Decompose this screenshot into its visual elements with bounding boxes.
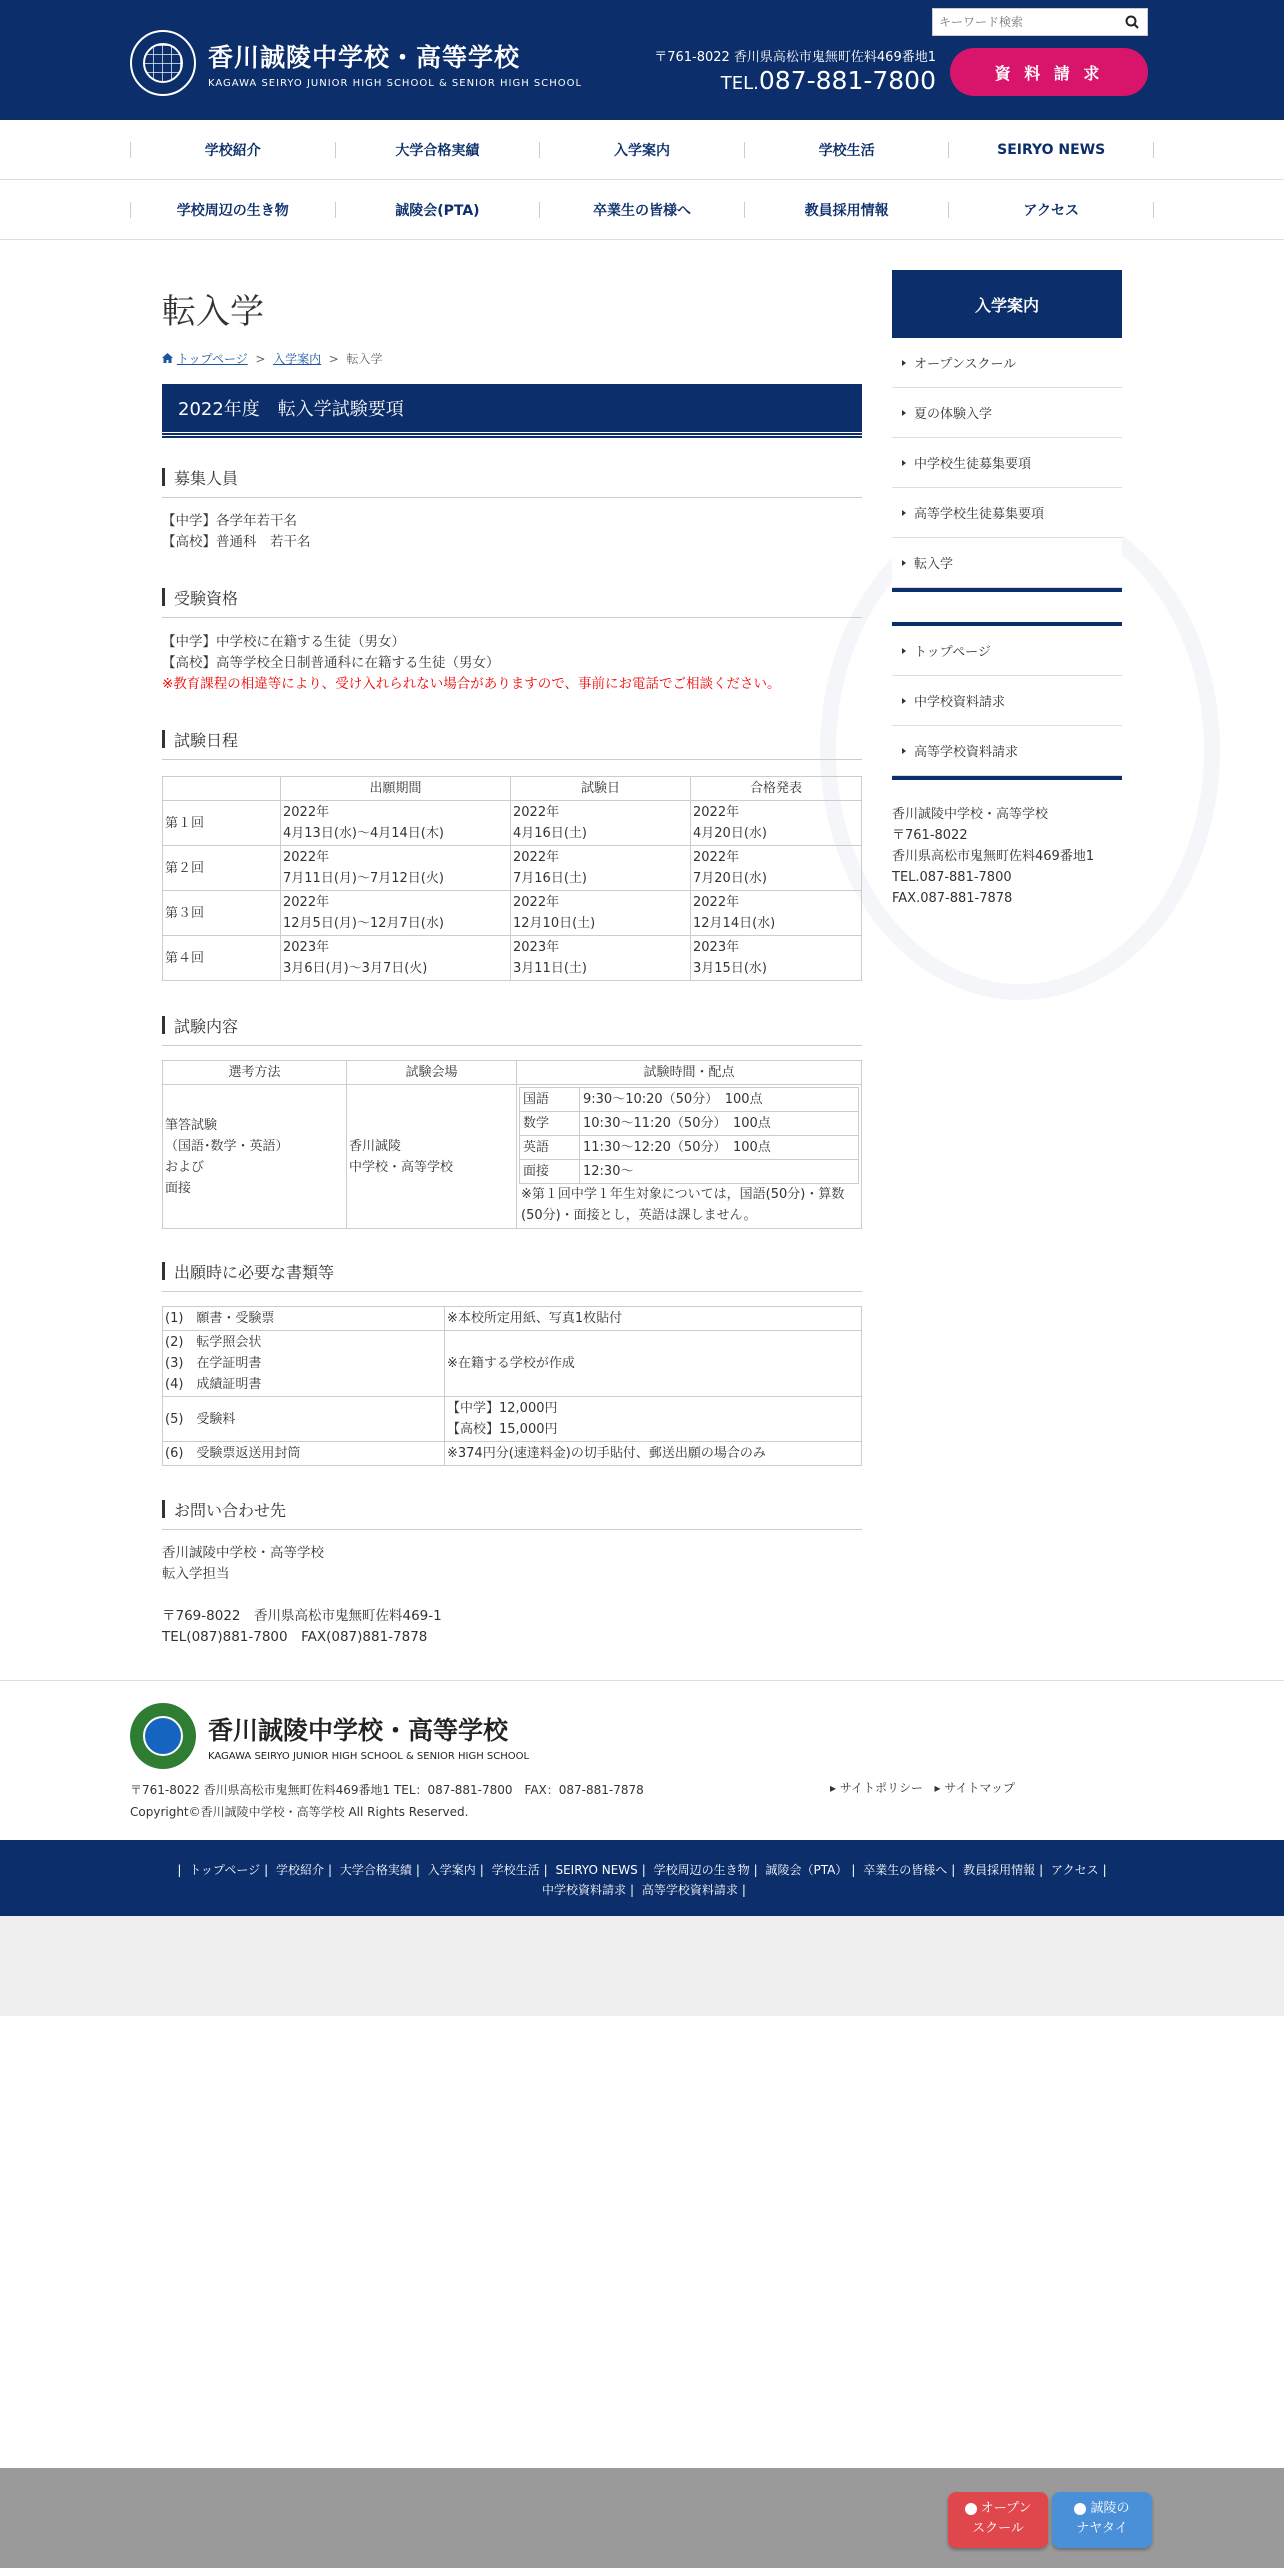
heading-boshu: 募集人員 (162, 466, 862, 498)
doc-item: (5) 受験料 (163, 1397, 445, 1442)
venue-line: 中学校・高等学校 (349, 1159, 454, 1175)
result-cell (691, 801, 862, 846)
table-row (163, 1331, 862, 1397)
table-row (163, 1085, 862, 1229)
site-policy-link[interactable]: サイトポリシー (839, 1781, 924, 1795)
doc-item: (6) 受験票返送用封筒 (163, 1442, 445, 1466)
sidebar-item-open-school[interactable]: オープンスクール (892, 338, 1122, 388)
search-box (932, 8, 1148, 36)
footer-nav-link[interactable]: 学校紹介 (275, 1863, 324, 1877)
date: 12月10日(土) (513, 916, 596, 931)
address-line: 香川県高松市鬼無町佐料469番地1 (892, 849, 1095, 864)
breadcrumb-sep: > (328, 352, 339, 366)
table-header: 試験時間・配点 (517, 1061, 862, 1085)
heading-shorui: 出願時に必要な書類等 (162, 1260, 862, 1292)
year: 2023年 (693, 940, 740, 955)
circle-arrow-icon (1074, 2503, 1086, 2515)
doc-note: ※本校所定用紙、写真1枚貼付 (445, 1307, 862, 1331)
result-cell (691, 846, 862, 891)
shikaku-line: 【中学】中学校に在籍する生徒（男女） (162, 634, 405, 650)
table-header: 出願期間 (281, 777, 511, 801)
method-line: および (165, 1159, 205, 1175)
method-line: （国語･数学・英語） (165, 1138, 289, 1154)
round-label: 第４回 (163, 936, 281, 981)
doc-note: ※374円分(速達料金)の切手貼付、郵送出願の場合のみ (445, 1442, 862, 1466)
header-address: 〒761-8022 香川県高松市鬼無町佐料469番地1 (654, 50, 936, 65)
subject-table (519, 1087, 859, 1184)
subject-row (520, 1088, 859, 1112)
round-label: 第１回 (163, 801, 281, 846)
nav-local-wildlife[interactable]: 学校周辺の生き物 (130, 202, 335, 218)
date: 4月16日(土) (513, 826, 587, 841)
btn-line: 誠陵の (1090, 2501, 1130, 2516)
nayotai-float-button[interactable] (1052, 2492, 1152, 2548)
round-label: 第３回 (163, 891, 281, 936)
sidebar (892, 270, 1122, 909)
breadcrumb-current: 転入学 (346, 352, 383, 366)
nav-school-life[interactable]: 学校生活 (744, 142, 949, 158)
table-row (163, 801, 862, 846)
doc-note: ※在籍する学校が作成 (445, 1331, 862, 1397)
nav-seiryo-news[interactable]: SEIRYO NEWS (948, 142, 1154, 158)
method-cell (163, 1085, 347, 1229)
schedule-table (162, 776, 862, 981)
heading-toiawase: お問い合わせ先 (162, 1498, 862, 1530)
exam-content-table (162, 1060, 862, 1229)
shikaku-line: 【高校】高等学校全日制普通科に在籍する生徒（男女） (162, 655, 500, 671)
footer-nav-link[interactable]: 卒業生の皆様へ (863, 1863, 948, 1877)
search-button[interactable] (1117, 9, 1147, 35)
table-header (163, 777, 281, 801)
footer-nav-link[interactable]: 入学案内 (427, 1863, 476, 1877)
venue-cell (347, 1085, 517, 1229)
btn-line: スクール (972, 2521, 1024, 2536)
main-nav-row-1 (0, 120, 1284, 180)
subject: 数学 (520, 1112, 580, 1136)
nav-admissions[interactable]: 入学案内 (539, 142, 744, 158)
table-header: 試験会場 (347, 1061, 517, 1085)
doc-line: (4) 成績証明書 (165, 1377, 262, 1392)
year: 2023年 (513, 940, 560, 955)
breadcrumb (162, 350, 382, 367)
search-icon (1125, 15, 1139, 29)
shikaku-note: ※教育課程の相違等により、受け入れられない場合がありますので、事前にお電話でご相談ください。 (162, 676, 781, 692)
nav-alumni[interactable]: 卒業生の皆様へ (539, 202, 744, 218)
sidebar-item-summer-trial[interactable]: 夏の体験入学 (892, 388, 1122, 438)
doc-line: (3) 在学証明書 (165, 1356, 262, 1371)
subject: 国語 (520, 1088, 580, 1112)
result-cell (691, 891, 862, 936)
footer-nav-row: | トップページ | 学校紹介 | 大学合格実績 | 入学案内 | 学校生活 | SEIRYO NEWS | 学校周辺の生き物 | 誠陵会（PTA） | 卒業生の皆様へ | 教員採用情報 | アクセス | (177, 1863, 1107, 1877)
sidebar-heading: 入学案内 (892, 270, 1122, 338)
boshu-line: 【中学】各学年若干名 (162, 513, 297, 529)
subject: 英語 (520, 1136, 580, 1160)
round-label: 第２回 (163, 846, 281, 891)
date: 12月5日(月)～12月7日(水) (283, 916, 444, 931)
year: 2022年 (513, 895, 560, 910)
address-line: TEL.087-881-7800 (892, 870, 1012, 885)
doc-note (445, 1397, 862, 1442)
circle-arrow-icon (965, 2503, 977, 2515)
table-row (163, 936, 862, 981)
subject-row (520, 1136, 859, 1160)
address-line: 〒761-8022 (892, 828, 968, 843)
sidebar-item-jh-recruitment[interactable]: 中学校生徒募集要項 (892, 438, 1122, 488)
caret-right-icon: ▸ (830, 1781, 837, 1795)
year: 2022年 (693, 805, 740, 820)
school-emblem-icon (130, 1703, 196, 1769)
exam-cell (511, 801, 691, 846)
address-line: FAX.087-881-7878 (892, 891, 1013, 906)
exam-cell (511, 846, 691, 891)
period-cell (281, 801, 511, 846)
subject-time: 11:30～12:20（50分） 100点 (580, 1136, 859, 1160)
year: 2022年 (283, 805, 330, 820)
exam-cell (511, 891, 691, 936)
sidebar-divider (892, 776, 1122, 780)
doc-line: (2) 転学照会状 (165, 1335, 262, 1350)
date: 7月11日(月)～7月12日(火) (283, 871, 444, 886)
nav-school-intro[interactable]: 学校紹介 (130, 142, 335, 158)
sitemap-link[interactable]: サイトマップ (944, 1781, 1016, 1795)
btn-line: ナヤタイ (1076, 2521, 1128, 2536)
subject-row (520, 1160, 859, 1184)
contact-text (162, 1543, 442, 1648)
period-cell (281, 936, 511, 981)
breadcrumb-home[interactable]: トップページ (176, 352, 248, 366)
footer-address: 〒761-8022 香川県高松市鬼無町佐料469番地1 TEL：087-881-7800 FAX：087-881-7878 (130, 1783, 644, 1797)
date: 4月20日(水) (693, 826, 767, 841)
table-row (163, 1397, 862, 1442)
site-header (0, 0, 1284, 120)
year: 2022年 (283, 895, 330, 910)
subject: 面接 (520, 1160, 580, 1184)
footer-nav-link[interactable]: 学校生活 (491, 1863, 540, 1877)
time-cell (517, 1085, 862, 1229)
sidebar-address (892, 804, 1122, 909)
main-nav-row-2 (0, 180, 1284, 240)
table-header-row (163, 777, 862, 801)
breadcrumb-sep: > (255, 352, 266, 366)
year: 2022年 (283, 850, 330, 865)
period-cell (281, 846, 511, 891)
date: 4月13日(水)～4月14日(木) (283, 826, 444, 841)
tel-number[interactable]: 087-881-7800 (758, 66, 936, 95)
fee-line: 【高校】15,000円 (447, 1422, 558, 1437)
subject-time: 10:30～11:20（50分） 100点 (580, 1112, 859, 1136)
subject-row (520, 1112, 859, 1136)
footer (0, 1680, 1284, 1840)
address-line: 香川誠陵中学校・高等学校 (892, 807, 1049, 822)
table-row (163, 891, 862, 936)
fee-line: 【中学】12,000円 (447, 1401, 558, 1416)
footer-nav (0, 1840, 1284, 1916)
contact-line: 転入学担当 (162, 1566, 230, 1582)
sidebar-item-hs-materials[interactable]: 高等学校資料請求 (892, 726, 1122, 776)
table-row (163, 846, 862, 891)
date: 3月6日(月)～3月7日(火) (283, 961, 428, 976)
sidebar-item-transfer[interactable]: 転入学 (892, 538, 1122, 588)
footer-links (830, 1779, 1015, 1796)
open-school-float-button[interactable] (948, 2492, 1048, 2548)
result-cell (691, 936, 862, 981)
method-line: 筆答試験 (165, 1117, 218, 1133)
footer-logo[interactable] (130, 1703, 529, 1769)
footer-nav-row: 中学校資料請求 | 高等学校資料請求 | (542, 1883, 746, 1897)
year: 2022年 (513, 805, 560, 820)
footer-nav-link[interactable]: 高等学校資料請求 (641, 1883, 738, 1897)
subject-time: 9:30～10:20（50分） 100点 (580, 1088, 859, 1112)
date: 3月15日(水) (693, 961, 767, 976)
shikaku-text (162, 632, 781, 695)
table-row (163, 1442, 862, 1466)
heading-shikaku: 受験資格 (162, 586, 862, 618)
date: 7月16日(土) (513, 871, 587, 886)
nav-recruitment[interactable]: 教員採用情報 (744, 202, 949, 218)
footer-nav-link[interactable]: SEIRYO NEWS (555, 1863, 638, 1877)
breadcrumb-admissions[interactable]: 入学案内 (273, 352, 322, 366)
table-row (163, 1307, 862, 1331)
year: 2022年 (693, 895, 740, 910)
nav-access[interactable]: アクセス (948, 202, 1154, 218)
table-header: 合格発表 (691, 777, 862, 801)
year: 2022年 (693, 850, 740, 865)
nav-university-results[interactable]: 大学合格実績 (335, 142, 540, 158)
contact-line: TEL(087)881-7800 FAX(087)881-7878 (162, 1629, 428, 1645)
header-tel (630, 66, 936, 95)
section-title-bar: 2022年度 転入学試験要項 (162, 384, 862, 436)
sidebar-item-top[interactable]: トップページ (892, 626, 1122, 676)
heading-nittei: 試験日程 (162, 728, 862, 760)
date: 3月11日(土) (513, 961, 587, 976)
home-icon (162, 353, 173, 363)
footer-spacer (0, 1916, 1284, 2016)
footer-logo-title: 香川誠陵中学校・高等学校 (208, 1715, 509, 1745)
footer-logo-subtitle: KAGAWA SEIRYO JUNIOR HIGH SCHOOL & SENIOR HIGH SCHOOL (208, 1750, 530, 1762)
contact-line (162, 1585, 442, 1606)
doc-item: (1) 願書・受験票 (163, 1307, 445, 1331)
date: 12月14日(水) (693, 916, 776, 931)
table-header-row (163, 1061, 862, 1085)
doc-item (163, 1331, 445, 1397)
contact-line: 香川誠陵中学校・高等学校 (162, 1545, 324, 1561)
footer-nav-link[interactable]: 誠陵会（PTA） (765, 1863, 848, 1877)
footer-nav-link[interactable]: トップページ (189, 1863, 261, 1877)
boshu-text (162, 511, 311, 553)
btn-line: オープン (980, 2501, 1032, 2516)
method-line: 面接 (165, 1180, 192, 1196)
caret-right-icon: ▸ (934, 1781, 941, 1795)
documents-table (162, 1306, 862, 1466)
footer-nav-link[interactable]: 学校周辺の生き物 (653, 1863, 750, 1877)
subject-note: ※第１回中学１年生対象については，国語(50分)・算数(50分)・面接とし，英語は課しません。 (521, 1187, 845, 1223)
school-emblem-icon (130, 30, 196, 96)
request-materials-button[interactable]: 資 料 請 求 (950, 48, 1148, 96)
footer-nav-link[interactable]: アクセス (1050, 1863, 1099, 1877)
period-cell (281, 891, 511, 936)
contact-line: 〒769-8022 香川県高松市鬼無町佐料469-1 (162, 1608, 442, 1624)
footer-copyright: Copyright©香川誠陵中学校・高等学校 All Rights Reserved. (130, 1805, 469, 1819)
page-title: 転入学 (162, 292, 264, 332)
date: 7月20日(水) (693, 871, 767, 886)
venue-line: 香川誠陵 (349, 1138, 402, 1154)
search-input[interactable] (933, 9, 1117, 35)
exam-cell (511, 936, 691, 981)
heading-naiyo: 試験内容 (162, 1014, 862, 1046)
subject-time: 12:30～ (580, 1160, 859, 1184)
table-header: 試験日 (511, 777, 691, 801)
boshu-line: 【高校】普通科 若干名 (162, 534, 311, 550)
logo-subtitle: KAGAWA SEIRYO JUNIOR HIGH SCHOOL & SENIOR HIGH SCHOOL (208, 77, 583, 89)
logo-title: 香川誠陵中学校・高等学校 (208, 42, 521, 72)
table-header: 選考方法 (163, 1061, 347, 1085)
year: 2023年 (283, 940, 330, 955)
site-logo[interactable] (130, 30, 582, 96)
sidebar-item-hs-recruitment[interactable]: 高等学校生徒募集要項 (892, 488, 1122, 538)
footer-nav-link[interactable]: 大学合格実績 (339, 1863, 412, 1877)
year: 2022年 (513, 850, 560, 865)
footer-nav-link[interactable]: 中学校資料請求 (542, 1883, 627, 1897)
sidebar-item-jh-materials[interactable]: 中学校資料請求 (892, 676, 1122, 726)
tel-prefix: TEL. (720, 73, 759, 94)
nav-pta[interactable]: 誠陵会(PTA) (335, 202, 540, 218)
footer-nav-link[interactable]: 教員採用情報 (963, 1863, 1036, 1877)
